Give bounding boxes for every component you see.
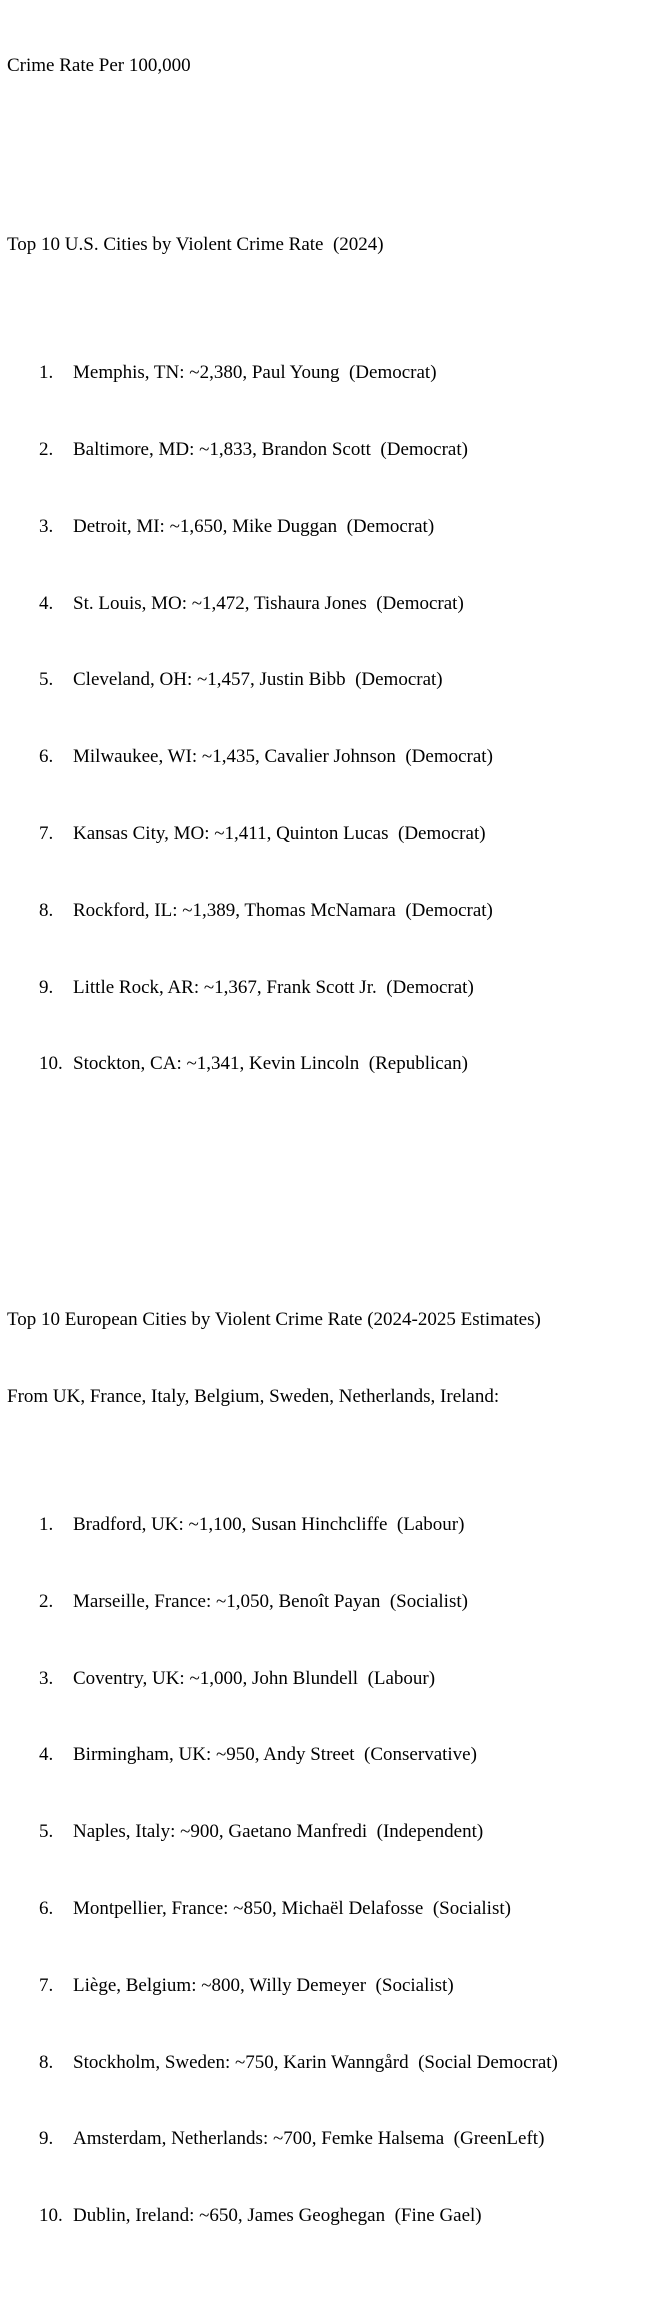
list-item — [7, 1973, 558, 1999]
list-item-text: Amsterdam, Netherlands: ~700, Femke Halsema (GreenLeft) — [73, 2128, 545, 2150]
list-number: 9. — [39, 2128, 54, 2150]
list-item — [7, 2203, 558, 2229]
us-city-list — [7, 309, 558, 1128]
us-section-heading: Top 10 U.S. Cities by Violent Crime Rate (2024) — [7, 234, 384, 256]
list-item-text: Naples, Italy: ~900, Gaetano Manfredi (Independent) — [73, 1821, 484, 1843]
list-item — [7, 591, 558, 617]
eu-city-list — [7, 1461, 558, 2280]
list-item-text: Stockholm, Sweden: ~750, Karin Wanngård (Social Democrat) — [73, 2051, 558, 2073]
list-item — [7, 1512, 558, 1538]
list-number: 3. — [39, 1667, 54, 1689]
list-number: 10. — [39, 1053, 63, 1075]
list-item — [7, 1589, 558, 1615]
spacer — [7, 1205, 558, 1231]
list-item-text: Little Rock, AR: ~1,367, Frank Scott Jr. (Democrat) — [73, 976, 474, 998]
list-number: 1. — [39, 1514, 54, 1536]
list-number: 2. — [39, 439, 54, 461]
list-item — [7, 514, 558, 540]
list-item — [7, 360, 558, 386]
eu-section-heading: Top 10 European Cities by Violent Crime Rate (2024-2025 Estimates) — [7, 1309, 541, 1331]
list-number: 7. — [39, 823, 54, 844]
list-item-text: Dublin, Ireland: ~650, James Geoghegan (Fine Gael) — [73, 2205, 482, 2227]
list-number: 9. — [39, 976, 54, 998]
list-number: 8. — [39, 2051, 54, 2073]
list-item — [7, 2050, 558, 2076]
list-item-text: Memphis, TN: ~2,380, Paul Young (Democrat) — [73, 362, 437, 384]
list-item-text: Liège, Belgium: ~800, Willy Demeyer (Socialist) — [73, 1974, 454, 1996]
list-item — [7, 898, 558, 924]
list-item-text: Birmingham, UK: ~950, Andy Street (Conservative) — [73, 1744, 477, 1766]
list-item — [7, 2126, 558, 2152]
list-item — [7, 1742, 558, 1768]
list-item-text: Baltimore, MD: ~1,833, Brandon Scott (Democrat) — [73, 439, 468, 461]
list-item-text: Cleveland, OH: ~1,457, Justin Bibb (Democrat) — [73, 669, 443, 691]
list-item-text: Coventry, UK: ~1,000, John Blundell (Labour) — [73, 1667, 436, 1689]
list-item — [7, 667, 558, 693]
list-item — [7, 1051, 558, 1077]
list-number: 2. — [39, 1590, 54, 1612]
list-number: 5. — [39, 669, 54, 691]
list-item — [7, 821, 558, 847]
list-item — [7, 975, 558, 1001]
document — [7, 2, 558, 2305]
list-item-text: Stockton, CA: ~1,341, Kevin Lincoln (Republican) — [73, 1053, 468, 1075]
list-item-text: Milwaukee, WI: ~1,435, Cavalier Johnson (Democrat) — [73, 746, 493, 768]
list-item-text: Kansas City, MO: ~1,411, Quinton Lucas (Democrat) — [73, 823, 486, 844]
list-number: 8. — [39, 899, 54, 921]
list-item — [7, 1819, 558, 1845]
list-item-text: St. Louis, MO: ~1,472, Tishaura Jones (Democrat) — [73, 592, 464, 614]
list-number: 1. — [39, 362, 54, 384]
eu-section-subheading: From UK, France, Italy, Belgium, Sweden, Netherlands, Ireland: — [7, 1386, 500, 1408]
list-number: 7. — [39, 1974, 54, 1996]
list-item-text: Bradford, UK: ~1,100, Susan Hinchcliffe (Labour) — [73, 1514, 465, 1536]
list-number: 5. — [39, 1821, 54, 1843]
list-number: 4. — [39, 592, 54, 614]
list-item — [7, 1666, 558, 1692]
spacer — [7, 130, 558, 156]
list-item — [7, 1896, 558, 1922]
list-number: 3. — [39, 515, 54, 537]
page-title: Crime Rate Per 100,000 — [7, 55, 191, 77]
list-item — [7, 437, 558, 463]
list-number: 6. — [39, 746, 54, 768]
list-number: 10. — [39, 2205, 63, 2227]
list-item-text: Marseille, France: ~1,050, Benoît Payan (Socialist) — [73, 1590, 468, 1612]
list-item-text: Rockford, IL: ~1,389, Thomas McNamara (Democrat) — [73, 899, 493, 921]
list-number: 4. — [39, 1744, 54, 1766]
list-item — [7, 744, 558, 770]
list-item-text: Detroit, MI: ~1,650, Mike Duggan (Democrat) — [73, 515, 435, 537]
list-item-text: Montpellier, France: ~850, Michaël Delafosse (Socialist) — [73, 1897, 511, 1919]
list-number: 6. — [39, 1897, 54, 1919]
